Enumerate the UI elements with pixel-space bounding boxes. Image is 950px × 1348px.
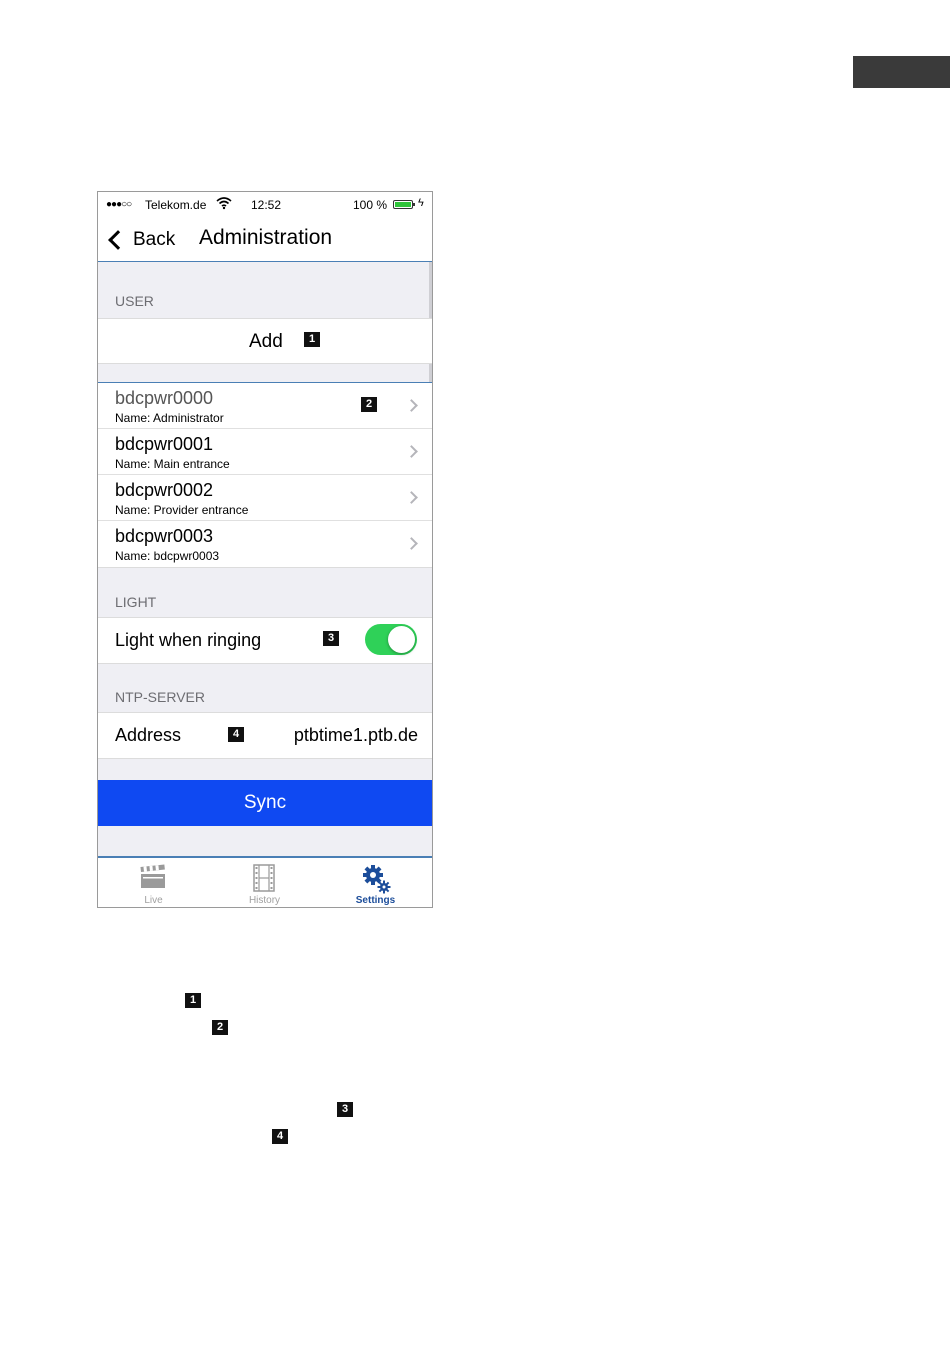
user-row-bdcpwr0001[interactable]	[98, 429, 432, 475]
user-row-bdcpwr0000[interactable]	[98, 383, 432, 429]
user-id: bdcpwr0003	[115, 526, 214, 546]
user-name: Name: Main entrance	[115, 457, 230, 471]
chevron-right-icon	[405, 537, 418, 550]
add-user-button[interactable]	[98, 318, 432, 364]
light-when-ringing-label: Light when ringing	[115, 630, 262, 650]
wifi-icon	[216, 196, 232, 213]
light-when-ringing-toggle[interactable]	[365, 624, 417, 655]
battery-percentage: 100 %	[353, 198, 388, 212]
add-label: Add	[249, 331, 283, 352]
chevron-left-icon	[108, 230, 128, 250]
navigation-bar	[98, 218, 432, 262]
tab-live[interactable]	[98, 858, 209, 908]
tab-history[interactable]	[209, 858, 320, 908]
user-name: Name: Administrator	[115, 411, 224, 425]
film-strip-icon	[250, 864, 278, 892]
tab-settings[interactable]	[320, 858, 431, 908]
page-corner-tab	[853, 56, 950, 88]
ntp-section-header: NTP-SERVER	[115, 689, 205, 705]
sync-button[interactable]: Sync	[98, 780, 432, 826]
user-section-header: USER	[115, 293, 154, 309]
user-name: Name: bdcpwr0003	[115, 549, 220, 563]
user-id: bdcpwr0002	[115, 480, 214, 500]
callout-badge-2: 2	[361, 397, 377, 412]
gears-icon	[361, 864, 391, 894]
chevron-right-icon	[405, 399, 418, 412]
callout-badge-1: 1	[304, 332, 320, 347]
user-id: bdcpwr0000	[115, 388, 214, 408]
user-name: Name: Provider entrance	[115, 503, 249, 517]
ntp-address-row[interactable]	[98, 712, 432, 759]
back-label: Back	[133, 229, 176, 250]
address-label: Address	[115, 725, 182, 745]
back-button[interactable]	[106, 227, 175, 253]
callout-badge-3: 3	[323, 631, 339, 646]
user-list	[98, 382, 432, 568]
tab-settings-label: Settings	[355, 895, 396, 906]
tab-history-label: History	[248, 895, 281, 906]
signal-strength-icon: ●●●○○	[106, 199, 132, 210]
clapperboard-icon	[139, 864, 167, 890]
legend-badge-1: 1	[185, 993, 201, 1008]
charging-bolt-icon: ϟ	[418, 197, 424, 209]
ntp-address-value[interactable]: ptbtime1.ptb.de	[293, 725, 418, 745]
battery-icon	[393, 200, 413, 209]
user-id: bdcpwr0001	[115, 434, 214, 454]
user-row-bdcpwr0003[interactable]	[98, 521, 432, 567]
toggle-knob	[388, 626, 415, 653]
phone-screen	[97, 191, 433, 908]
tab-bar	[98, 856, 432, 908]
legend-badge-2: 2	[212, 1020, 228, 1035]
callout-badge-4: 4	[228, 727, 244, 742]
chevron-right-icon	[405, 445, 418, 458]
legend-badge-4: 4	[272, 1129, 288, 1144]
status-bar	[98, 192, 432, 218]
status-clock: 12:52	[251, 198, 282, 212]
tab-live-label: Live	[144, 895, 163, 906]
light-when-ringing-row	[98, 617, 432, 664]
carrier-name: Telekom.de	[145, 198, 207, 212]
light-section-header: LIGHT	[115, 594, 157, 610]
page-title: Administration	[199, 226, 333, 249]
user-row-bdcpwr0002[interactable]	[98, 475, 432, 521]
legend-badge-3: 3	[337, 1102, 353, 1117]
chevron-right-icon	[405, 491, 418, 504]
